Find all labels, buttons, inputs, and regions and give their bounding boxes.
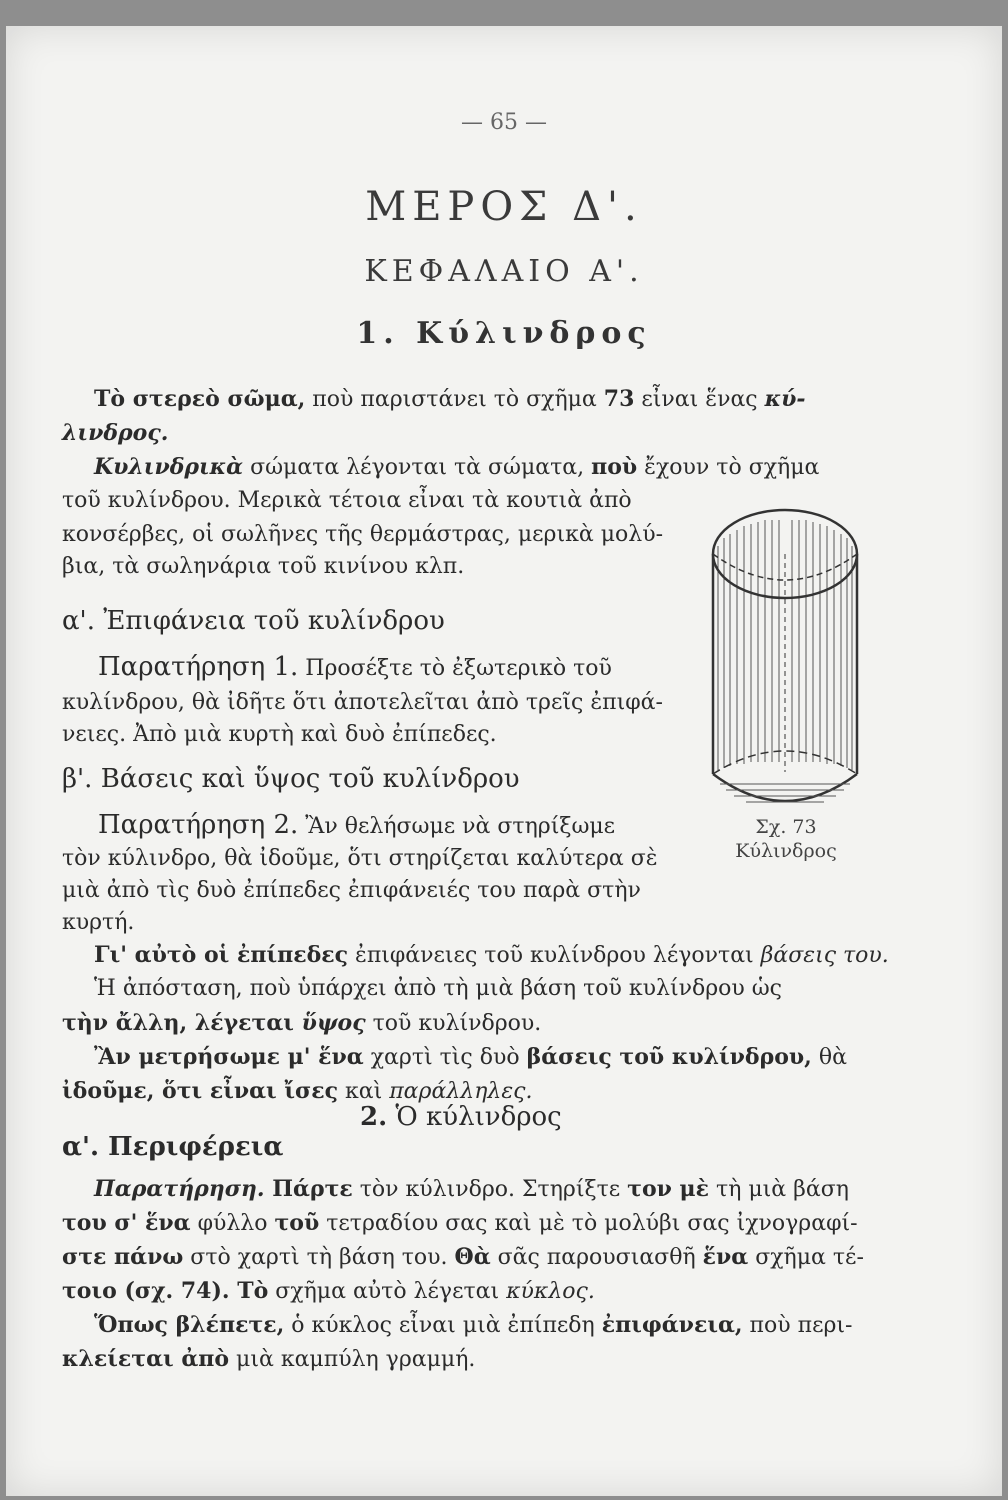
s2-line-2: του σ' ἕνα φύλλο τοῦ τετραδίου σας καὶ μὲ τὸ μολύβι σας ἰχνογραφί- (62, 1210, 858, 1236)
s2-line-4: τοιο (σχ. 74). Τὸ σχῆμα αὐτὸ λέγεται κύκλος. (62, 1278, 595, 1304)
subb-line-2: τὸν κύλινδρο, θὰ ἰδοῦμε, ὅτι στηρίζεται καλύτερα σὲ (62, 846, 658, 871)
s2-line-3: στε πάνω στὸ χαρτὶ τὴ βάση του. Θὰ σᾶς παρουσιασθῆ ἕνα σχῆμα τέ- (62, 1244, 864, 1270)
subb-line-6: Ἡ ἀπόσταση, ποὺ ὑπάρχει ἀπὸ τὴ μιὰ βάση τοῦ κυλίνδρου ὡς (94, 976, 782, 1001)
s2-line-6: κλείεται ἀπὸ μιὰ καμπύλη γραμμή. (62, 1346, 476, 1372)
suba-line-3: νειες. Ἀπὸ μιὰ κυρτὴ καὶ δυὸ ἐπίπεδες. (62, 722, 497, 747)
figure-caption-number: Σχ. 73 (755, 816, 817, 838)
subb-line-9: ἰδοῦμε, ὅτι εἶναι ἴσες καὶ παράλληλες. (62, 1078, 533, 1104)
s2-line-5: Ὅπως βλέπετε, ὁ κύκλος εἶναι μιὰ ἐπίπεδη ἐπιφάνεια, ποὺ περι- (94, 1312, 853, 1338)
section1-heading (6, 316, 1002, 351)
para1-line-4: βια, τὰ σωληνάρια τοῦ κινίνου κλπ. (62, 554, 465, 579)
chapter-title: ΚΕΦΑΛΑΙΟ Α'. (364, 254, 644, 289)
section1-number: 1. (356, 316, 400, 351)
section2-heading: 2. Ὁ κύλινδρος (360, 1102, 562, 1132)
s2-line-1: Παρατήρηση. Πάρτε τὸν κύλινδρο. Στηρίξτε τον μὲ τὴ μιὰ βάση (94, 1176, 849, 1202)
subsection-a-heading: α'. Ἐπιφάνεια τοῦ κυλίνδρου (62, 606, 445, 636)
figure-caption-title: Κύλινδρος (735, 840, 837, 862)
suba-line-2: κυλίνδρου, θὰ ἰδῆτε ὅτι ἀποτελεῖται ἀπὸ τρεῖς ἐπιφά- (62, 690, 663, 715)
suba-line-1: Παρατήρηση 1. Προσέξτε τὸ ἐξωτερικὸ τοῦ (98, 652, 612, 682)
subb-line-5: Γι' αὐτὸ οἱ ἐπίπεδες ἐπιφάνειες τοῦ κυλίνδρου λέγονται βάσεις του. (94, 942, 889, 968)
subb-line-3: μιὰ ἀπὸ τὶς δυὸ ἐπίπεδες ἐπιφάνειές του παρὰ στὴν (62, 878, 641, 903)
intro-line-1: Τὸ στερεὸ σῶμα, ποὺ παριστάνει τὸ σχῆμα 73 εἶναι ἕνας κύ- (94, 386, 806, 412)
part-title: ΜΕΡΟΣ Δ'. (365, 184, 643, 230)
subb-line-8: Ἂν μετρήσωμε μ' ἕνα χαρτὶ τὶς δυὸ βάσεις τοῦ κυλίνδρου, θὰ (94, 1044, 847, 1070)
subb-line-7: τὴν ἄλλη, λέγεται ὕψος τοῦ κυλίνδρου. (62, 1010, 542, 1036)
book-page (6, 26, 1002, 1496)
para1-line-2: τοῦ κυλίνδρου. Μερικὰ τέτοια εἶναι τὰ κουτιὰ ἀπὸ (62, 488, 632, 513)
intro-line-2: λινδρος. (62, 420, 169, 446)
para1-line-1: Κυλινδρικὰ σώματα λέγονται τὰ σώματα, ποὺ ἔχουν τὸ σχῆμα (94, 454, 820, 480)
subb-line-1: Παρατήρηση 2. Ἂν θελήσωμε νὰ στηρίξωμε (98, 810, 616, 840)
cylinder-figure (704, 498, 864, 824)
cylinder-bottom-front-edge (713, 774, 857, 801)
subsection-b-heading: β'. Βάσεις καὶ ὕψος τοῦ κυλίνδρου (62, 764, 520, 794)
para1-line-3: κονσέρβες, οἱ σωλῆνες τῆς θερμάστρας, μερικὰ μολύ- (62, 522, 664, 547)
section2-subsection-a-heading: α'. Περιφέρεια (62, 1132, 284, 1162)
subb-line-4: κυρτή. (62, 910, 135, 935)
section1-title: Κύλινδρος (416, 316, 652, 351)
page-number: — 65 — (461, 110, 547, 135)
